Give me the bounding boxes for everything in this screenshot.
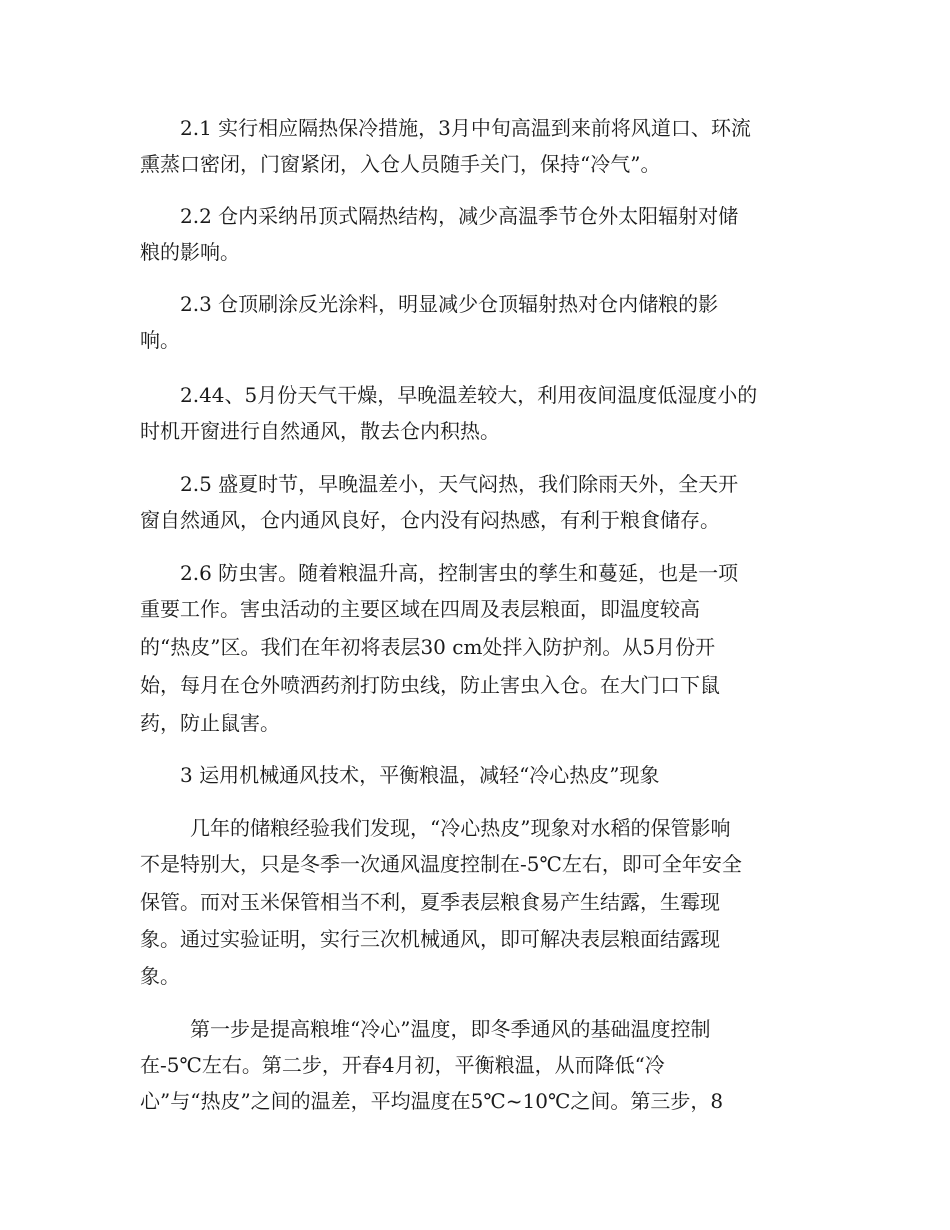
paragraph-2-3-line-2: 响。 (140, 328, 180, 352)
paragraph-2-6-line-5: 药，防止鼠害。 (140, 711, 280, 735)
paragraph-2-1-line-2: 熏蒸口密闭，门窗紧闭，入仓人员随手关门，保持“冷气”。 (140, 152, 661, 176)
paragraph-2-2-line-2: 粮的影响。 (140, 240, 240, 264)
paragraph-2-6-line-3: 的“热皮”区。我们在年初将表层30 cm处拌入防护剂。从5月份开 (140, 635, 716, 659)
paragraph-2-1-line-1: 2.1 实行相应隔热保冷措施，3月中旬高温到来前将风道口、环流 (180, 116, 751, 140)
section-3-heading: 3 运用机械通风技术，平衡粮温，减轻“冷心热皮”现象 (180, 763, 660, 787)
paragraph-2-3-line-1: 2.3 仓顶刷涂反光涂料，明显减少仓顶辐射热对仓内储粮的影 (180, 292, 719, 316)
paragraph-3-1-line-2: 不是特别大，只是冬季一次通风温度控制在-5℃左右，即可全年安全 (140, 852, 742, 876)
paragraph-2-5-line-1: 2.5 盛夏时节，早晚温差小，天气闷热，我们除雨天外，全天开 (180, 472, 739, 496)
paragraph-3-1-line-5: 象。 (140, 964, 180, 988)
paragraph-2-6-line-1: 2.6 防虫害。随着粮温升高，控制害虫的孳生和蔓延，也是一项 (180, 561, 739, 585)
paragraph-3-1-line-3: 保管。而对玉米保管相当不利，夏季表层粮食易产生结露，生霉现 (140, 890, 720, 914)
paragraph-3-2-line-3: 心”与“热皮”之间的温差，平均温度在5℃~10℃之间。第三步，8 (140, 1089, 724, 1113)
paragraph-3-2-line-2: 在-5℃左右。第二步，开春4月初，平衡粮温，从而降低“冷 (140, 1053, 665, 1077)
paragraph-2-2-line-1: 2.2 仓内采纳吊顶式隔热结构，减少高温季节仓外太阳辐射对储 (180, 204, 739, 228)
paragraph-3-1-line-4: 象。通过实验证明，实行三次机械通风，即可解决表层粮面结露现 (140, 927, 720, 951)
paragraph-3-2-line-1: 第一步是提高粮堆“冷心”温度，即冬季通风的基础温度控制 (190, 1017, 711, 1041)
paragraph-2-6-line-4: 始，每月在仓外喷洒药剂打防虫线，防止害虫入仓。在大门口下鼠 (140, 673, 720, 697)
paragraph-2-5-line-2: 窗自然通风，仓内通风良好，仓内没有闷热感，有利于粮食储存。 (140, 508, 720, 532)
paragraph-2-4-line-1: 2.44、5月份天气干燥，早晚温差较大，利用夜间温度低湿度小的 (180, 383, 758, 407)
paragraph-3-1-line-1: 几年的储粮经验我们发现，“冷心热皮”现象对水稻的保管影响 (190, 816, 731, 840)
paragraph-2-6-line-2: 重要工作。害虫活动的主要区域在四周及表层粮面，即温度较高 (140, 597, 700, 621)
paragraph-2-4-line-2: 时机开窗进行自然通风，散去仓内积热。 (140, 419, 500, 443)
